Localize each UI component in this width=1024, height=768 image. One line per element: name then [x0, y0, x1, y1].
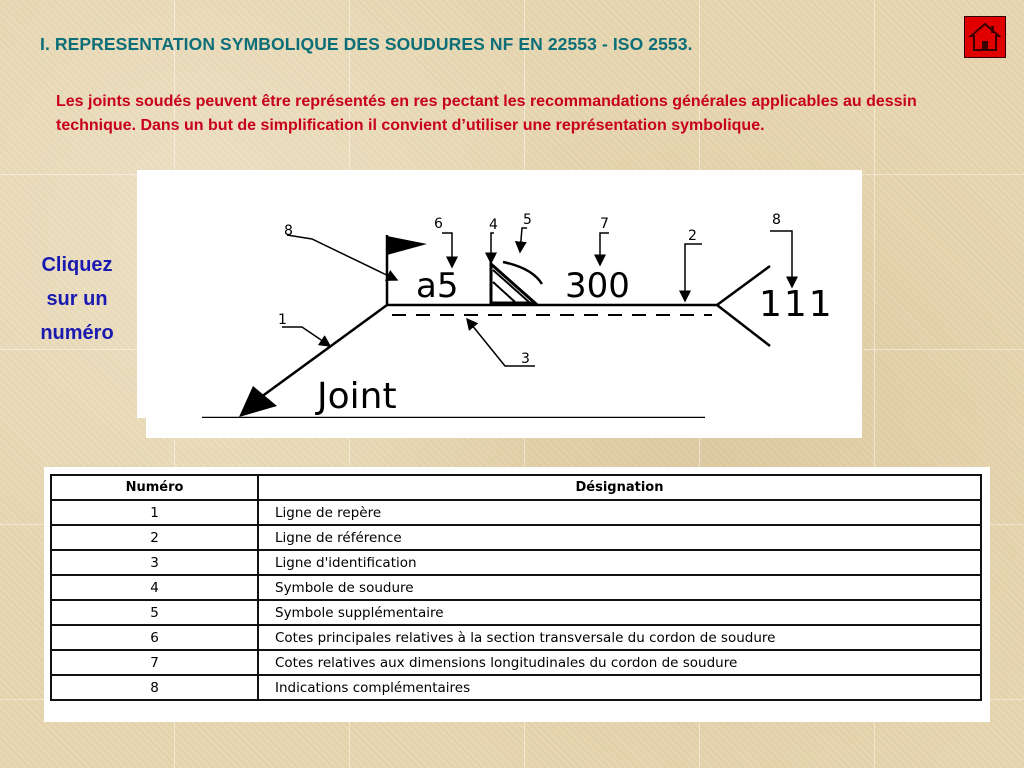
row-number: 4: [51, 575, 258, 600]
row-designation: Ligne de référence: [258, 525, 981, 550]
row-designation: Indications complémentaires: [258, 675, 981, 700]
field-weld-flag: [387, 236, 427, 255]
table-row: [51, 525, 981, 550]
row-designation: Symbole de soudure: [258, 575, 981, 600]
row-designation: Ligne d'identification: [258, 550, 981, 575]
joint-label: Joint: [317, 376, 397, 417]
row-number: 1: [51, 500, 258, 525]
leader-7: [600, 233, 609, 265]
legend-table-panel: [44, 467, 990, 722]
table-row: [51, 625, 981, 650]
label-4[interactable]: 4: [489, 217, 498, 233]
label-7[interactable]: 7: [600, 216, 609, 232]
label-5[interactable]: 5: [523, 212, 532, 228]
table-row: [51, 600, 981, 625]
label-8-tail[interactable]: 8: [772, 212, 781, 228]
click-hint: [22, 248, 132, 350]
table-row: [51, 500, 981, 525]
leader-8: [287, 235, 397, 280]
table-row: [51, 675, 981, 700]
page-title: I. REPRESENTATION SYMBOLIQUE DES SOUDURES NF EN 22553 - ISO 2553.: [40, 34, 693, 54]
table-row: [51, 550, 981, 575]
row-designation: Cotes principales relatives à la section transversale du cordon de soudure: [258, 625, 981, 650]
leader-2: [685, 244, 702, 301]
column-header-number: Numéro: [51, 475, 258, 500]
throat-dimension: a5: [416, 266, 459, 306]
weld-drawing: [137, 170, 862, 418]
leader-8-tail: [770, 231, 792, 287]
row-designation: Symbole supplémentaire: [258, 600, 981, 625]
hint-line: Cliquez: [41, 254, 113, 276]
table-row: [51, 650, 981, 675]
row-number: 2: [51, 525, 258, 550]
row-number: 8: [51, 675, 258, 700]
row-number: 3: [51, 550, 258, 575]
leader-6: [442, 233, 452, 267]
home-icon: [965, 17, 1005, 57]
row-number: 7: [51, 650, 258, 675]
row-designation: Cotes relatives aux dimensions longitudinales du cordon de soudure: [258, 650, 981, 675]
leader-1: [282, 327, 330, 346]
leader-5: [520, 228, 527, 252]
length-dimension: 300: [565, 266, 630, 306]
row-number: 5: [51, 600, 258, 625]
fillet-hatch: [493, 282, 515, 302]
label-2[interactable]: 2: [688, 228, 697, 244]
weld-symbol-diagram: [137, 170, 862, 418]
home-button[interactable]: [964, 16, 1006, 58]
hint-line: sur un: [46, 288, 108, 310]
label-3[interactable]: 3: [521, 351, 530, 367]
column-header-designation: Désignation: [258, 475, 981, 500]
label-1[interactable]: 1: [278, 312, 287, 328]
process-number: 111: [759, 284, 834, 325]
leader-4: [491, 233, 494, 263]
label-6[interactable]: 6: [434, 216, 443, 232]
row-number: 6: [51, 625, 258, 650]
legend-table: [50, 474, 982, 701]
hint-line: numéro: [40, 322, 114, 344]
table-header-row: [51, 475, 981, 500]
table-row: [51, 575, 981, 600]
label-8[interactable]: 8: [284, 223, 293, 239]
row-designation: Ligne de repère: [258, 500, 981, 525]
intro-text: Les joints soudés peuvent être représentés en res pectant les recommandations générales applicables au dessin technique. Dans un but de simplification il convient d’utiliser une représentation symbolique.: [56, 93, 917, 134]
